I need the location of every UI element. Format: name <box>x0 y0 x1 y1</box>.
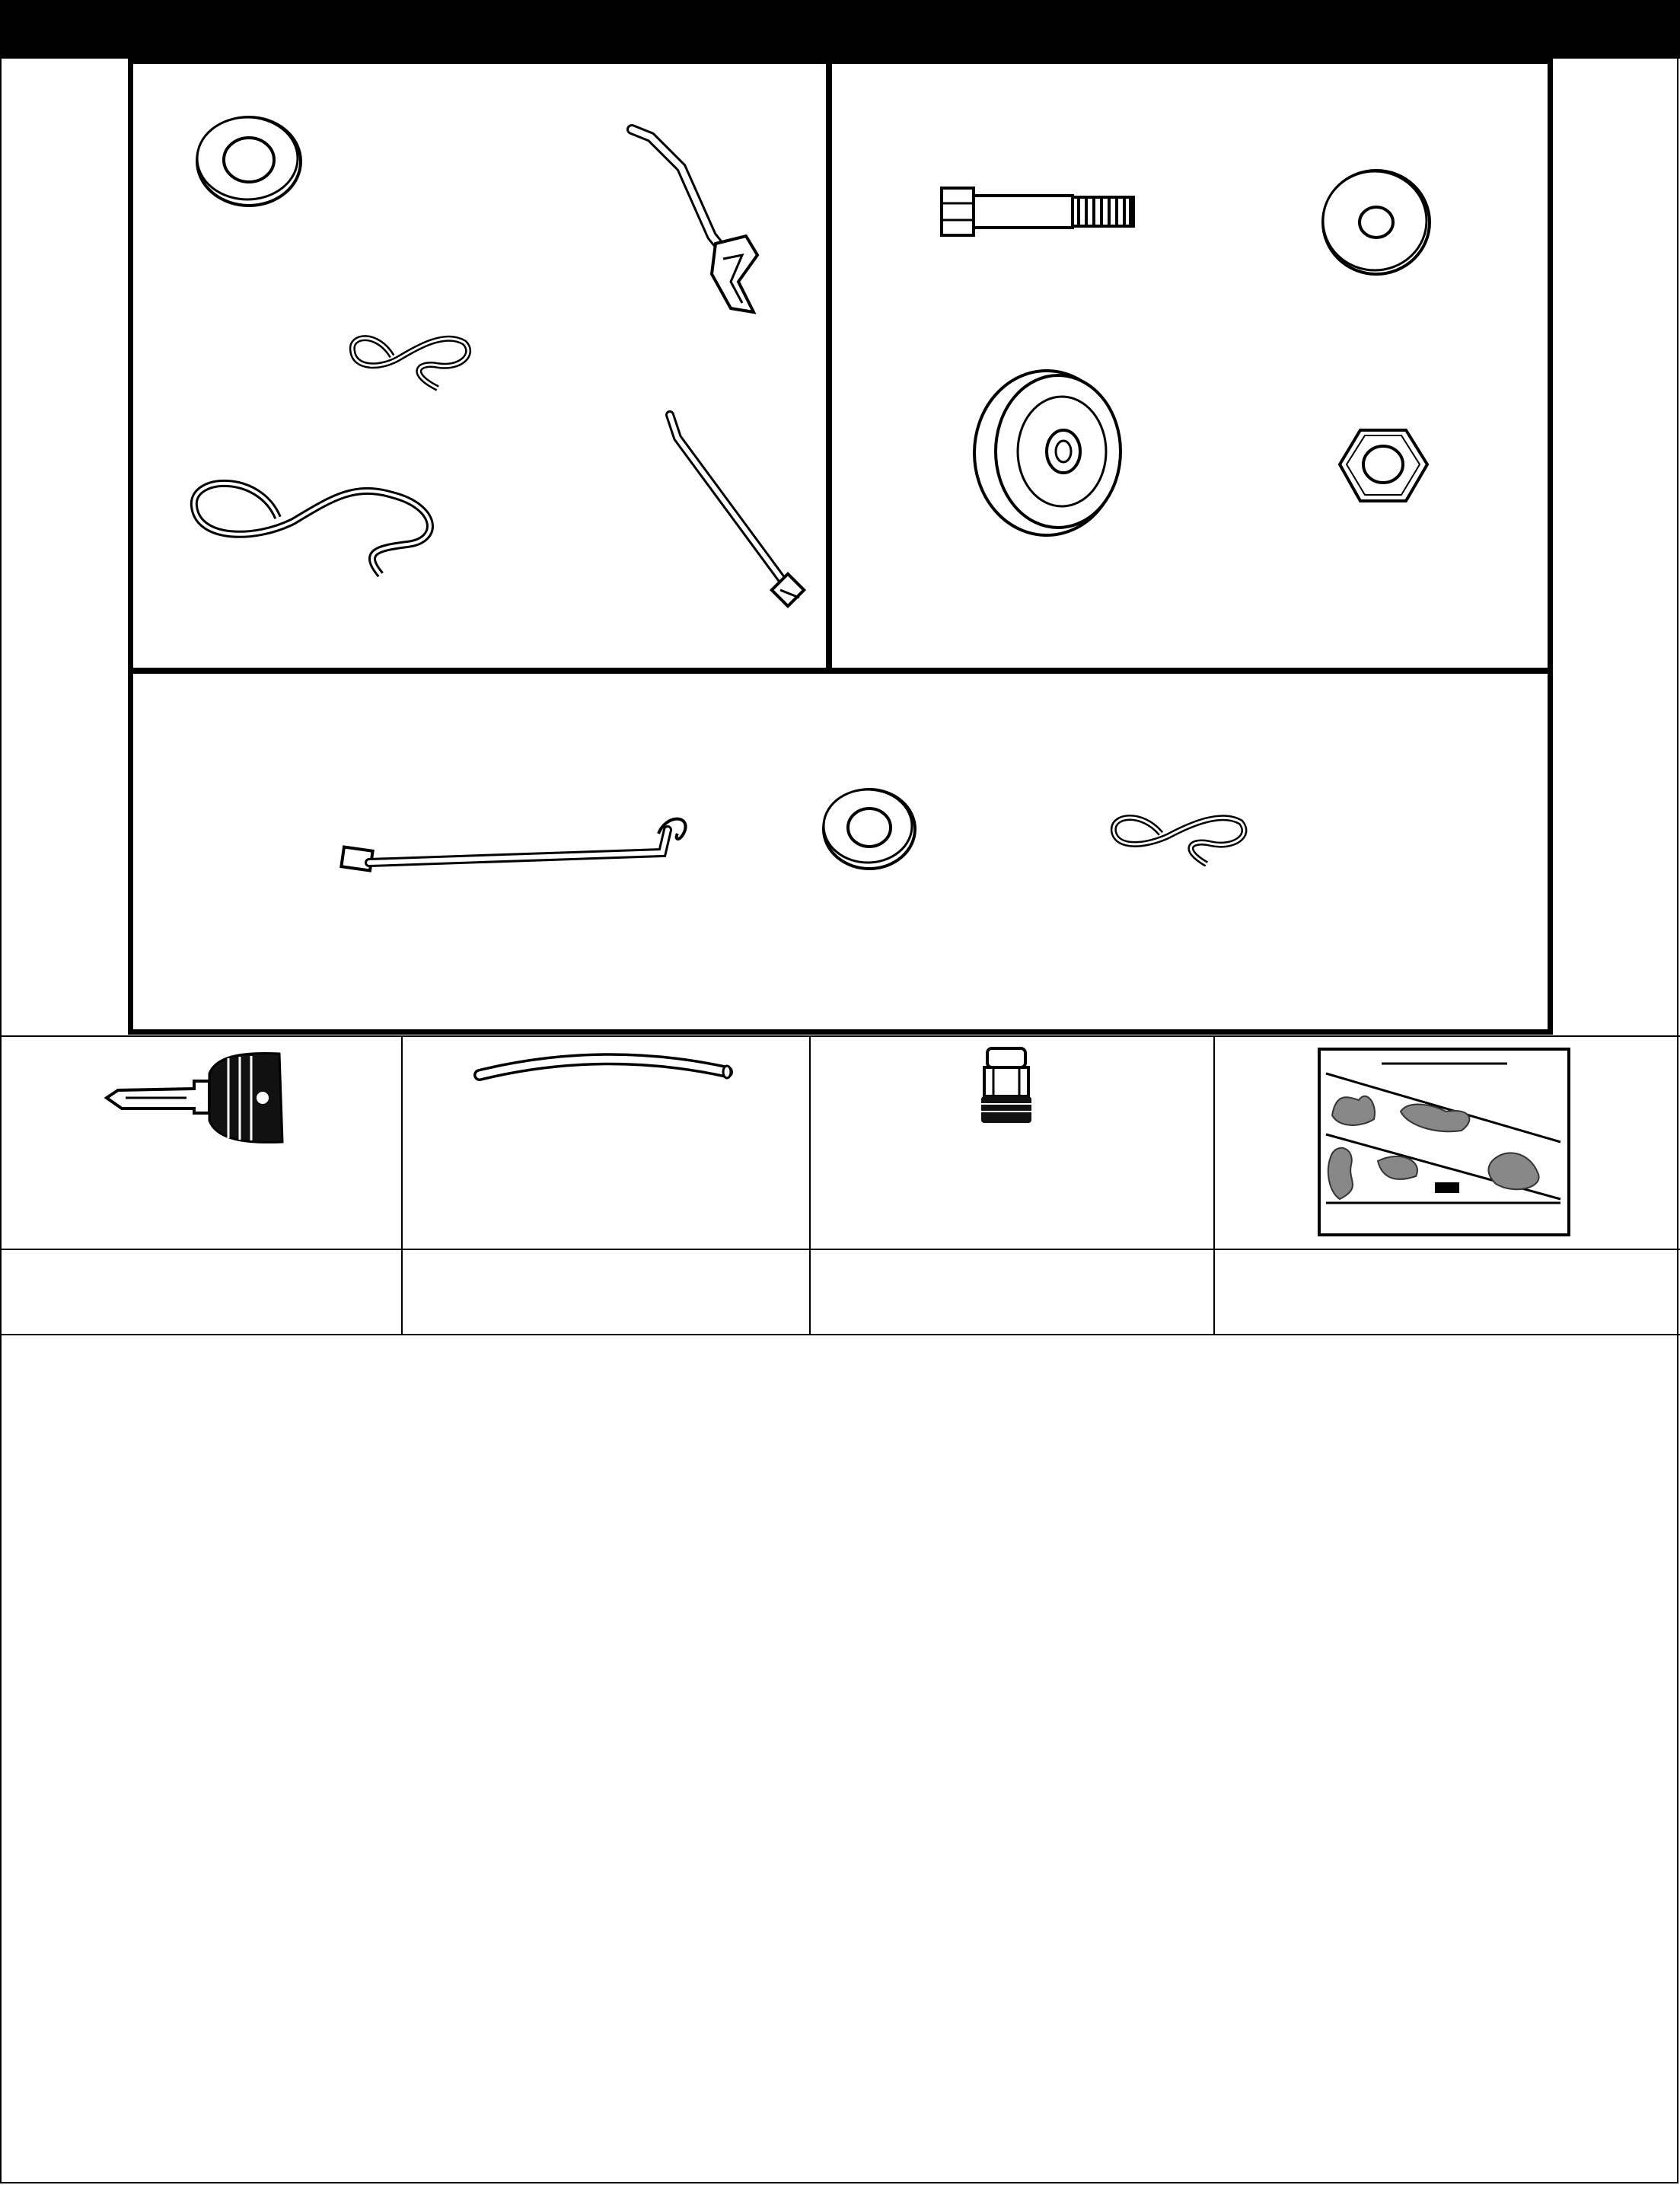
header-bar <box>0 0 1680 59</box>
panel-divider-vertical <box>826 59 832 672</box>
nut-icon <box>1336 426 1431 506</box>
table-col-divider-1 <box>401 1035 403 1335</box>
key-icon <box>103 1051 285 1146</box>
table-mid-line <box>0 1249 1680 1250</box>
decal-sheet-icon <box>1317 1047 1572 1237</box>
front-lift-rod-icon <box>655 407 814 620</box>
anti-scalp-rod-icon <box>339 811 697 879</box>
panel-divider-horizontal <box>128 668 1553 674</box>
tube-icon <box>472 1051 738 1089</box>
table-col-divider-3 <box>1213 1035 1215 1335</box>
small-spring-clip-icon <box>346 327 476 396</box>
washer-icon <box>194 114 308 206</box>
rear-lift-rod-icon <box>624 122 776 327</box>
front-washer-icon <box>1318 167 1433 278</box>
table-bottom-line <box>0 1334 1680 1335</box>
optional-spring-clip-icon <box>1108 807 1252 868</box>
wheel-icon <box>971 362 1138 537</box>
valve-icon <box>978 1045 1035 1128</box>
optional-washer-icon <box>821 786 918 870</box>
table-col-divider-2 <box>809 1035 811 1335</box>
table-top-line <box>0 1035 1680 1037</box>
large-spring-clip-icon <box>186 464 449 579</box>
bolt-icon <box>940 187 1153 240</box>
